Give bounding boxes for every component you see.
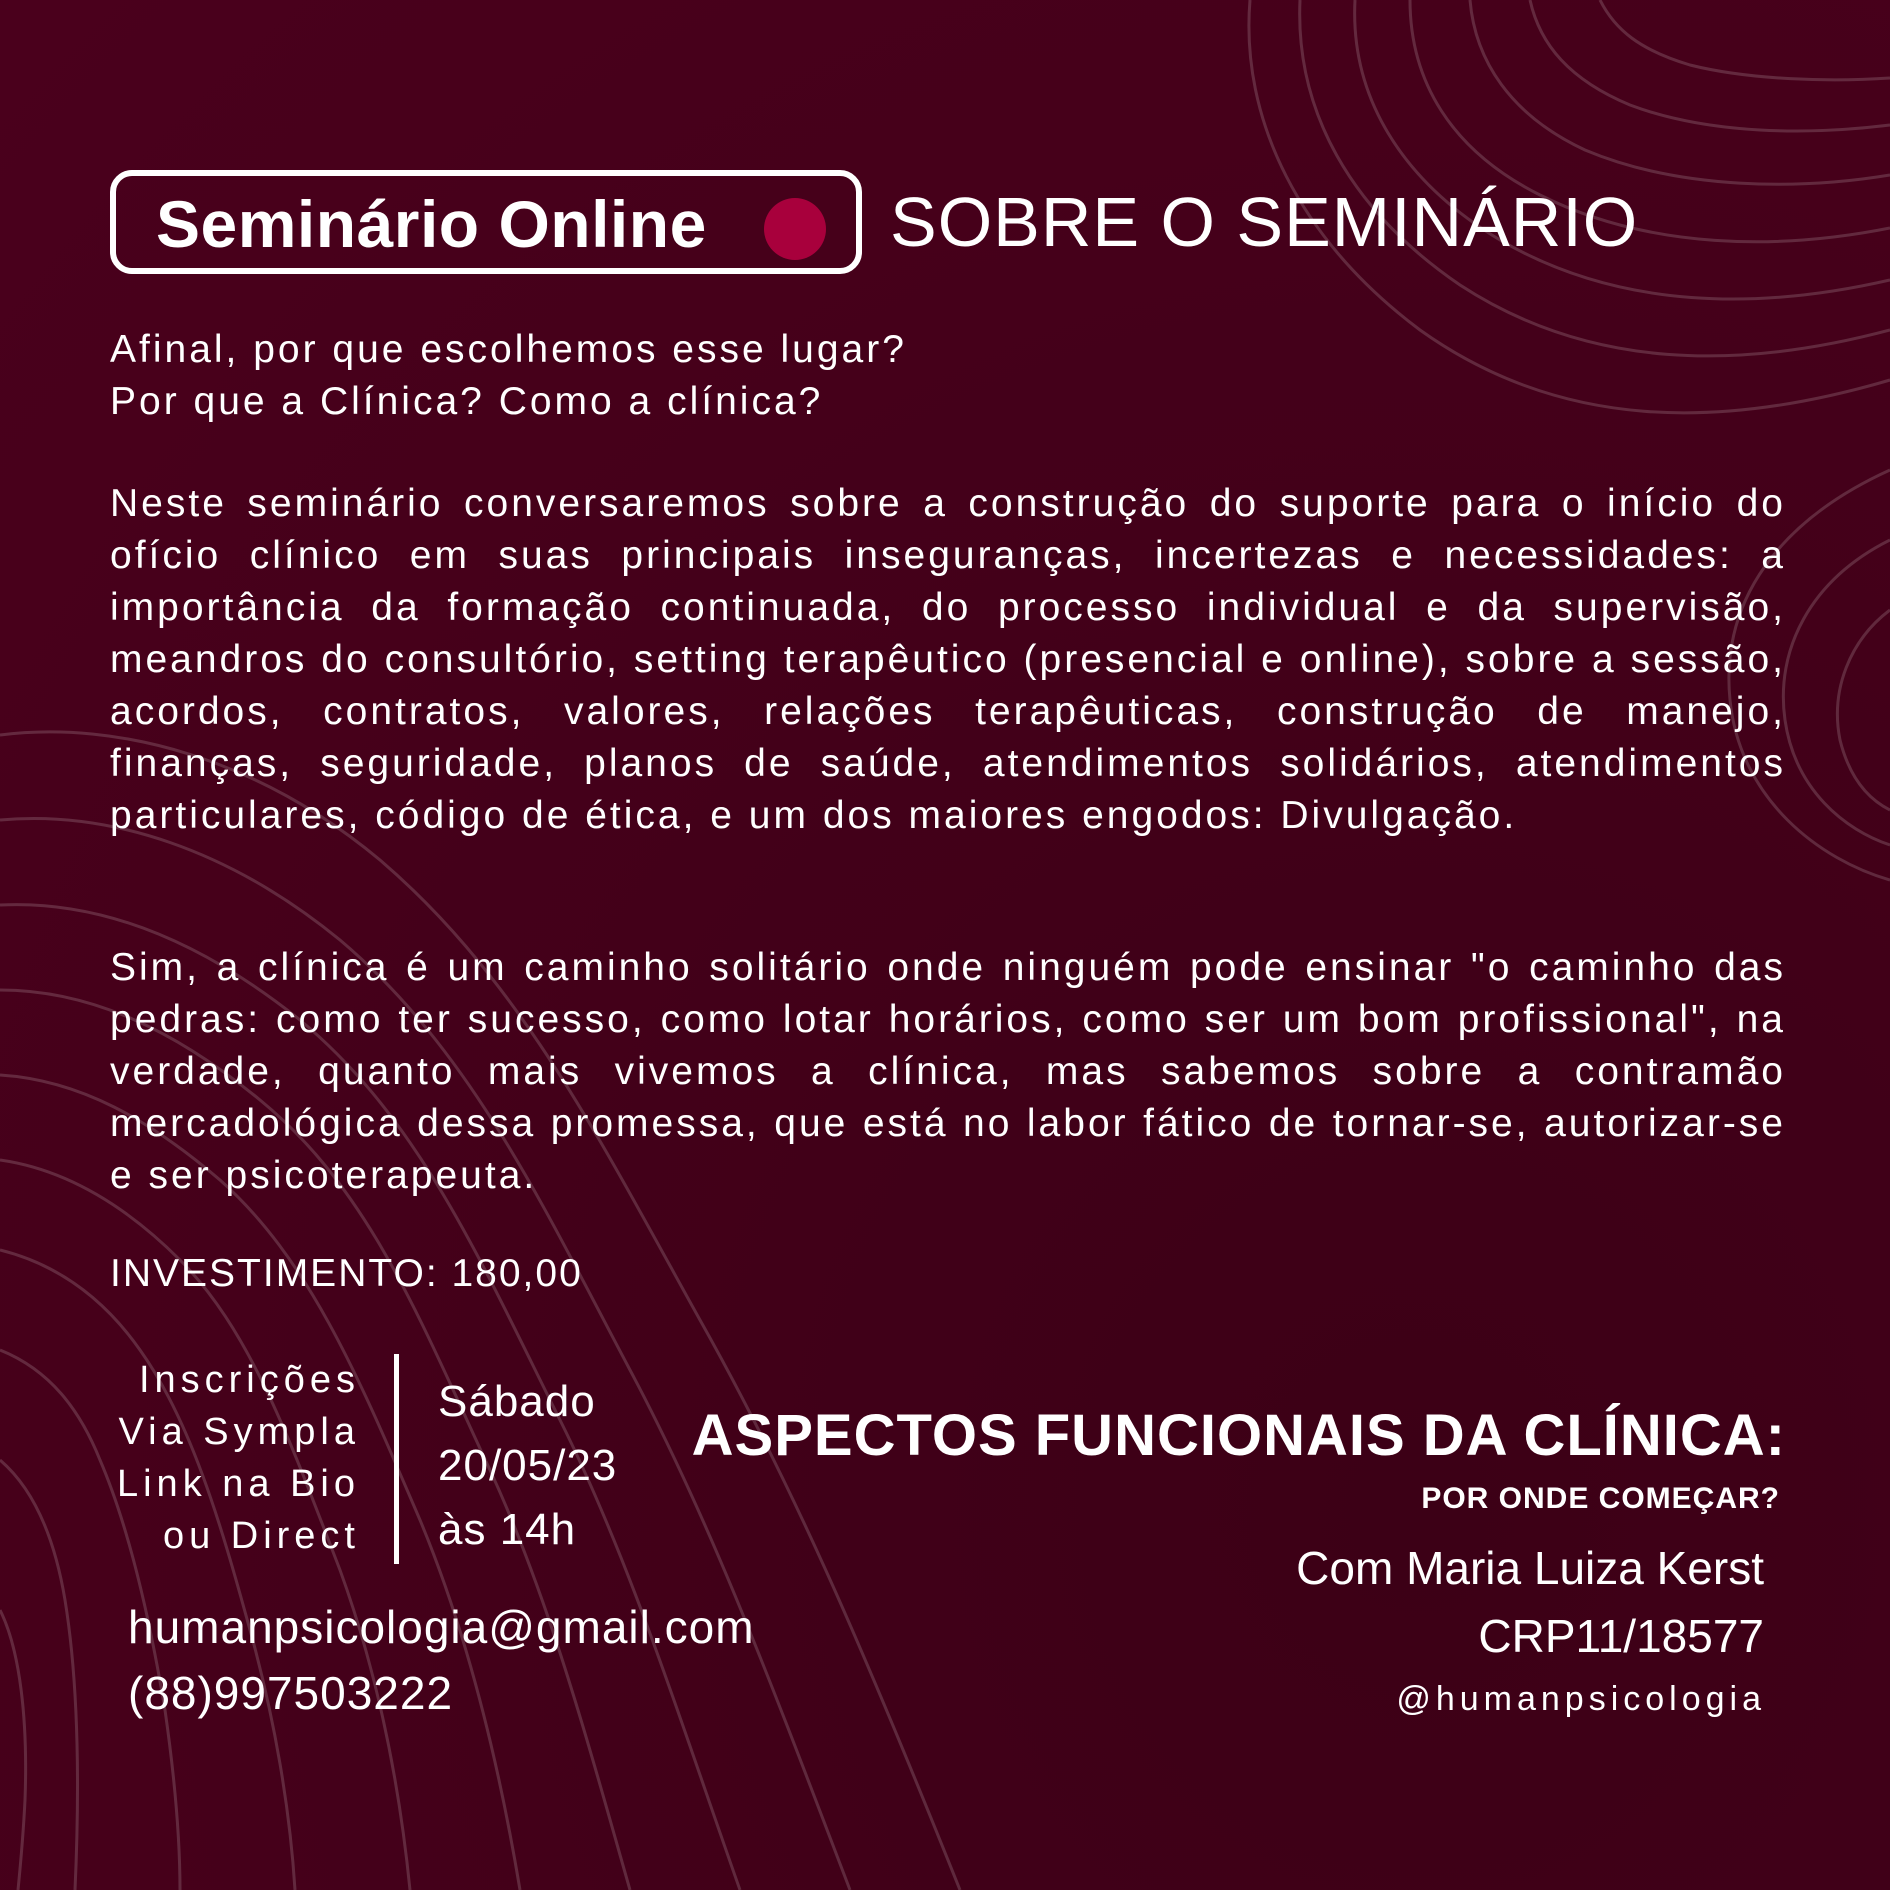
registration-line: ou Direct bbox=[162, 1515, 360, 1557]
intro-line: Afinal, por que escolhemos esse lugar? bbox=[110, 328, 907, 371]
event-time: às 14h bbox=[438, 1505, 577, 1554]
description-paragraph: Neste seminário conversaremos sobre a construção do suporte para o início do ofício clínico em suas principais inseguranças, incertezas e necessidades: a importância da formação continuada, do processo individual e da supervisão, meandros do consultório, setting terapêutico (presencial e online), sobre a sessão, acordos, contratos, valores, relações terapêuticas, construção de manejo, finanças, seguridade, planos de saúde, atendimentos solidários, atendimentos particulares, código de ética, e um dos maiores engodos: Divulgação. bbox=[110, 482, 1786, 837]
record-dot-icon bbox=[764, 198, 826, 260]
contour-line bbox=[1600, 0, 1890, 80]
intro-questions bbox=[110, 324, 1786, 428]
badge-label: Seminário Online bbox=[156, 187, 707, 261]
contact-email: humanpsicologia@gmail.com bbox=[128, 1601, 755, 1653]
event-title: ASPECTOS FUNCIONAIS DA CLÍNICA: bbox=[691, 1403, 1786, 1468]
contact-info bbox=[128, 1594, 755, 1726]
description-paragraph: Sim, a clínica é um caminho solitário onde ninguém pode ensinar "o caminho das pedras: como ter sucesso, como lotar horários, como ser um bom profissional", na verdade, quanto mais vivemos a clínica, mas sabemos sobre a contramão mercadológica dessa promessa, que está no labor fático de tornar-se, autorizar-se e ser psicoterapeuta. bbox=[110, 946, 1786, 1197]
contour-line bbox=[1837, 610, 1890, 810]
contact-phone: (88)997503222 bbox=[128, 1667, 454, 1719]
registration-info bbox=[117, 1354, 360, 1562]
speaker-registration: CRP11/18577 bbox=[1478, 1610, 1764, 1662]
event-subtitle: POR ONDE COMEÇAR? bbox=[1421, 1482, 1780, 1515]
event-date: 20/05/23 bbox=[438, 1441, 618, 1490]
registration-line: Via Sympla bbox=[118, 1411, 360, 1453]
event-schedule bbox=[438, 1370, 617, 1562]
speaker-name: Com Maria Luiza Kerst bbox=[1296, 1542, 1764, 1594]
seminar-online-badge bbox=[110, 170, 862, 274]
registration-line: Link na Bio bbox=[116, 1463, 360, 1505]
registration-line: Inscrições bbox=[138, 1359, 360, 1401]
contour-line bbox=[0, 1250, 295, 1890]
vertical-divider bbox=[394, 1354, 399, 1564]
social-handle: @humanpsicologia bbox=[1396, 1680, 1766, 1718]
contour-line bbox=[1470, 0, 1890, 184]
speaker-info bbox=[1296, 1534, 1764, 1670]
contour-line bbox=[0, 1610, 26, 1890]
section-title: SOBRE O SEMINÁRIO bbox=[890, 183, 1639, 261]
investment-price: INVESTIMENTO: 180,00 bbox=[110, 1252, 583, 1295]
intro-line: Por que a Clínica? Como a clínica? bbox=[110, 380, 824, 423]
contour-line bbox=[1530, 0, 1890, 131]
contour-line bbox=[0, 1460, 78, 1890]
event-day: Sábado bbox=[438, 1377, 596, 1426]
